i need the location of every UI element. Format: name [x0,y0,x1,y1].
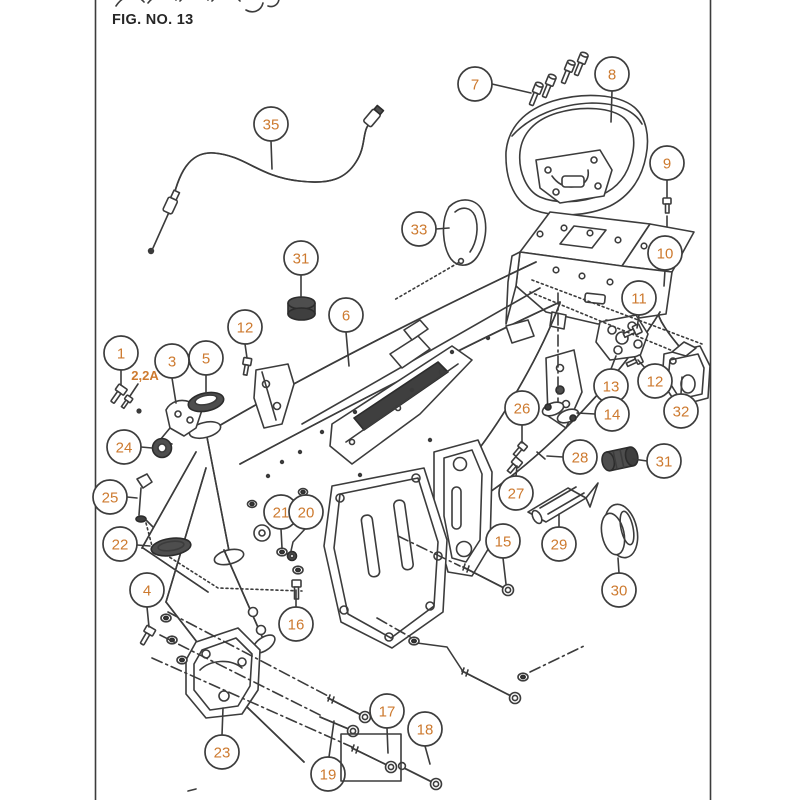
svg-text:24: 24 [115,439,133,457]
callout-leader-21 [281,529,282,548]
svg-text:14: 14 [603,406,621,424]
callout-35[interactable] [254,107,288,141]
callout-leader-3 [172,378,176,403]
callout-leader-27 [516,466,517,476]
svg-text:31: 31 [655,453,673,471]
part-label-2,2A: 2,2A [131,368,159,383]
callout-leader-30 [618,558,619,573]
svg-text:18: 18 [416,721,434,739]
callout-33[interactable] [402,212,436,246]
part-33-cover [394,200,486,300]
brand-logo-cutoff [116,0,279,12]
svg-text:20: 20 [297,504,315,522]
callout-leader-10 [664,270,665,286]
svg-text:30: 30 [610,582,628,600]
part-12-bolt-bracket [241,357,294,428]
svg-text:12: 12 [236,319,254,337]
svg-text:5: 5 [201,350,211,368]
part-2-2a-fasteners [120,395,142,414]
callout-leader-18 [425,746,430,764]
part-8-grab-rail [506,95,648,214]
part-22-pad [150,536,192,558]
callout-leader-23 [222,708,223,735]
svg-text:26: 26 [513,400,531,418]
callout-leader-17 [387,728,388,753]
svg-text:15: 15 [494,533,512,551]
callout-7[interactable] [458,67,492,101]
callout-19[interactable] [311,757,345,791]
callout-1[interactable] [104,336,138,370]
inline-label-leader [130,384,138,396]
callout-8[interactable] [595,57,629,91]
bolt-long-right [462,668,521,704]
callout-18[interactable] [408,712,442,746]
svg-text:11: 11 [631,290,647,308]
callout-15[interactable] [486,524,520,558]
svg-text:22: 22 [111,536,129,554]
callout-leader-20 [291,529,305,551]
callout-17[interactable] [370,694,404,728]
part-23-bracket [186,628,260,718]
callout-12[interactable] [228,310,262,344]
callout-leader-8 [611,91,612,122]
engine-mount-plate [324,468,447,648]
callout-10[interactable] [648,236,682,270]
part-24-washer [153,439,172,458]
svg-text:10: 10 [656,245,674,263]
callout-leader-35 [271,141,272,169]
callout-3[interactable] [155,344,189,378]
callout-11[interactable] [622,281,656,315]
svg-text:27: 27 [507,485,525,503]
callout-leader-4 [147,607,149,627]
callout-31[interactable] [647,444,681,478]
bolt-16-upper [328,695,371,723]
callout-leader-33 [436,228,449,229]
callout-leader-12 [245,344,247,358]
bolt-17-highlighted [352,745,397,773]
callout-29[interactable] [542,527,576,561]
callout-23[interactable] [205,735,239,769]
svg-text:19: 19 [319,766,337,784]
callout-9[interactable] [650,146,684,180]
callout-leader-24 [141,447,152,448]
svg-text:32: 32 [672,403,690,421]
callout-16[interactable] [279,607,313,641]
callout-26[interactable] [505,391,539,425]
svg-text:25: 25 [101,489,119,507]
svg-text:28: 28 [571,449,589,467]
part-31-cap-upper [288,297,315,320]
svg-text:29: 29 [550,536,568,554]
svg-text:21: 21 [272,504,290,522]
svg-text:6: 6 [341,307,351,325]
callout-leader-6 [346,332,349,366]
callout-leader-32 [681,377,682,394]
part-30-disc [598,501,642,560]
callout-32[interactable] [664,394,698,428]
svg-text:3: 3 [167,353,177,371]
callout-28[interactable] [563,440,597,474]
svg-text:17: 17 [378,703,396,721]
callout-24[interactable] [107,430,141,464]
svg-text:12: 12 [646,373,664,391]
callout-6[interactable] [329,298,363,332]
part-4-fasteners [138,614,187,664]
callout-leader-14 [577,413,595,414]
callout-5[interactable] [189,341,223,375]
svg-text:13: 13 [602,378,620,396]
svg-text:33: 33 [410,221,428,239]
svg-text:35: 35 [262,116,280,134]
callout-leader-7 [492,84,531,93]
svg-text:23: 23 [213,744,231,762]
callout-leader-25 [127,497,137,498]
part-29-grip [528,483,598,525]
part-28-pin [537,452,545,459]
callout-22[interactable] [103,527,137,561]
svg-text:1: 1 [116,345,126,363]
part-27-bolt [505,457,522,475]
callout-27[interactable] [499,476,533,510]
callout-31[interactable] [284,241,318,275]
callout-4[interactable] [130,573,164,607]
figure-number-label: FIG. NO. 13 [112,12,194,28]
svg-text:16: 16 [287,616,305,634]
part-26-bolt [512,441,528,458]
svg-text:7: 7 [470,76,480,94]
bolt-18 [399,763,442,790]
callout-leader-22 [137,545,150,546]
callout-25[interactable] [93,480,127,514]
callout-30[interactable] [602,573,636,607]
part-25-hook [136,474,302,591]
svg-text:8: 8 [607,66,617,84]
svg-text:31: 31 [292,250,310,268]
svg-text:9: 9 [662,155,672,173]
callout-14[interactable] [595,397,629,431]
callout-20[interactable] [289,495,323,529]
svg-text:4: 4 [142,582,152,600]
callout-leader-15 [503,558,506,584]
callout-12[interactable] [638,364,672,398]
callout-leader-28 [547,456,563,457]
